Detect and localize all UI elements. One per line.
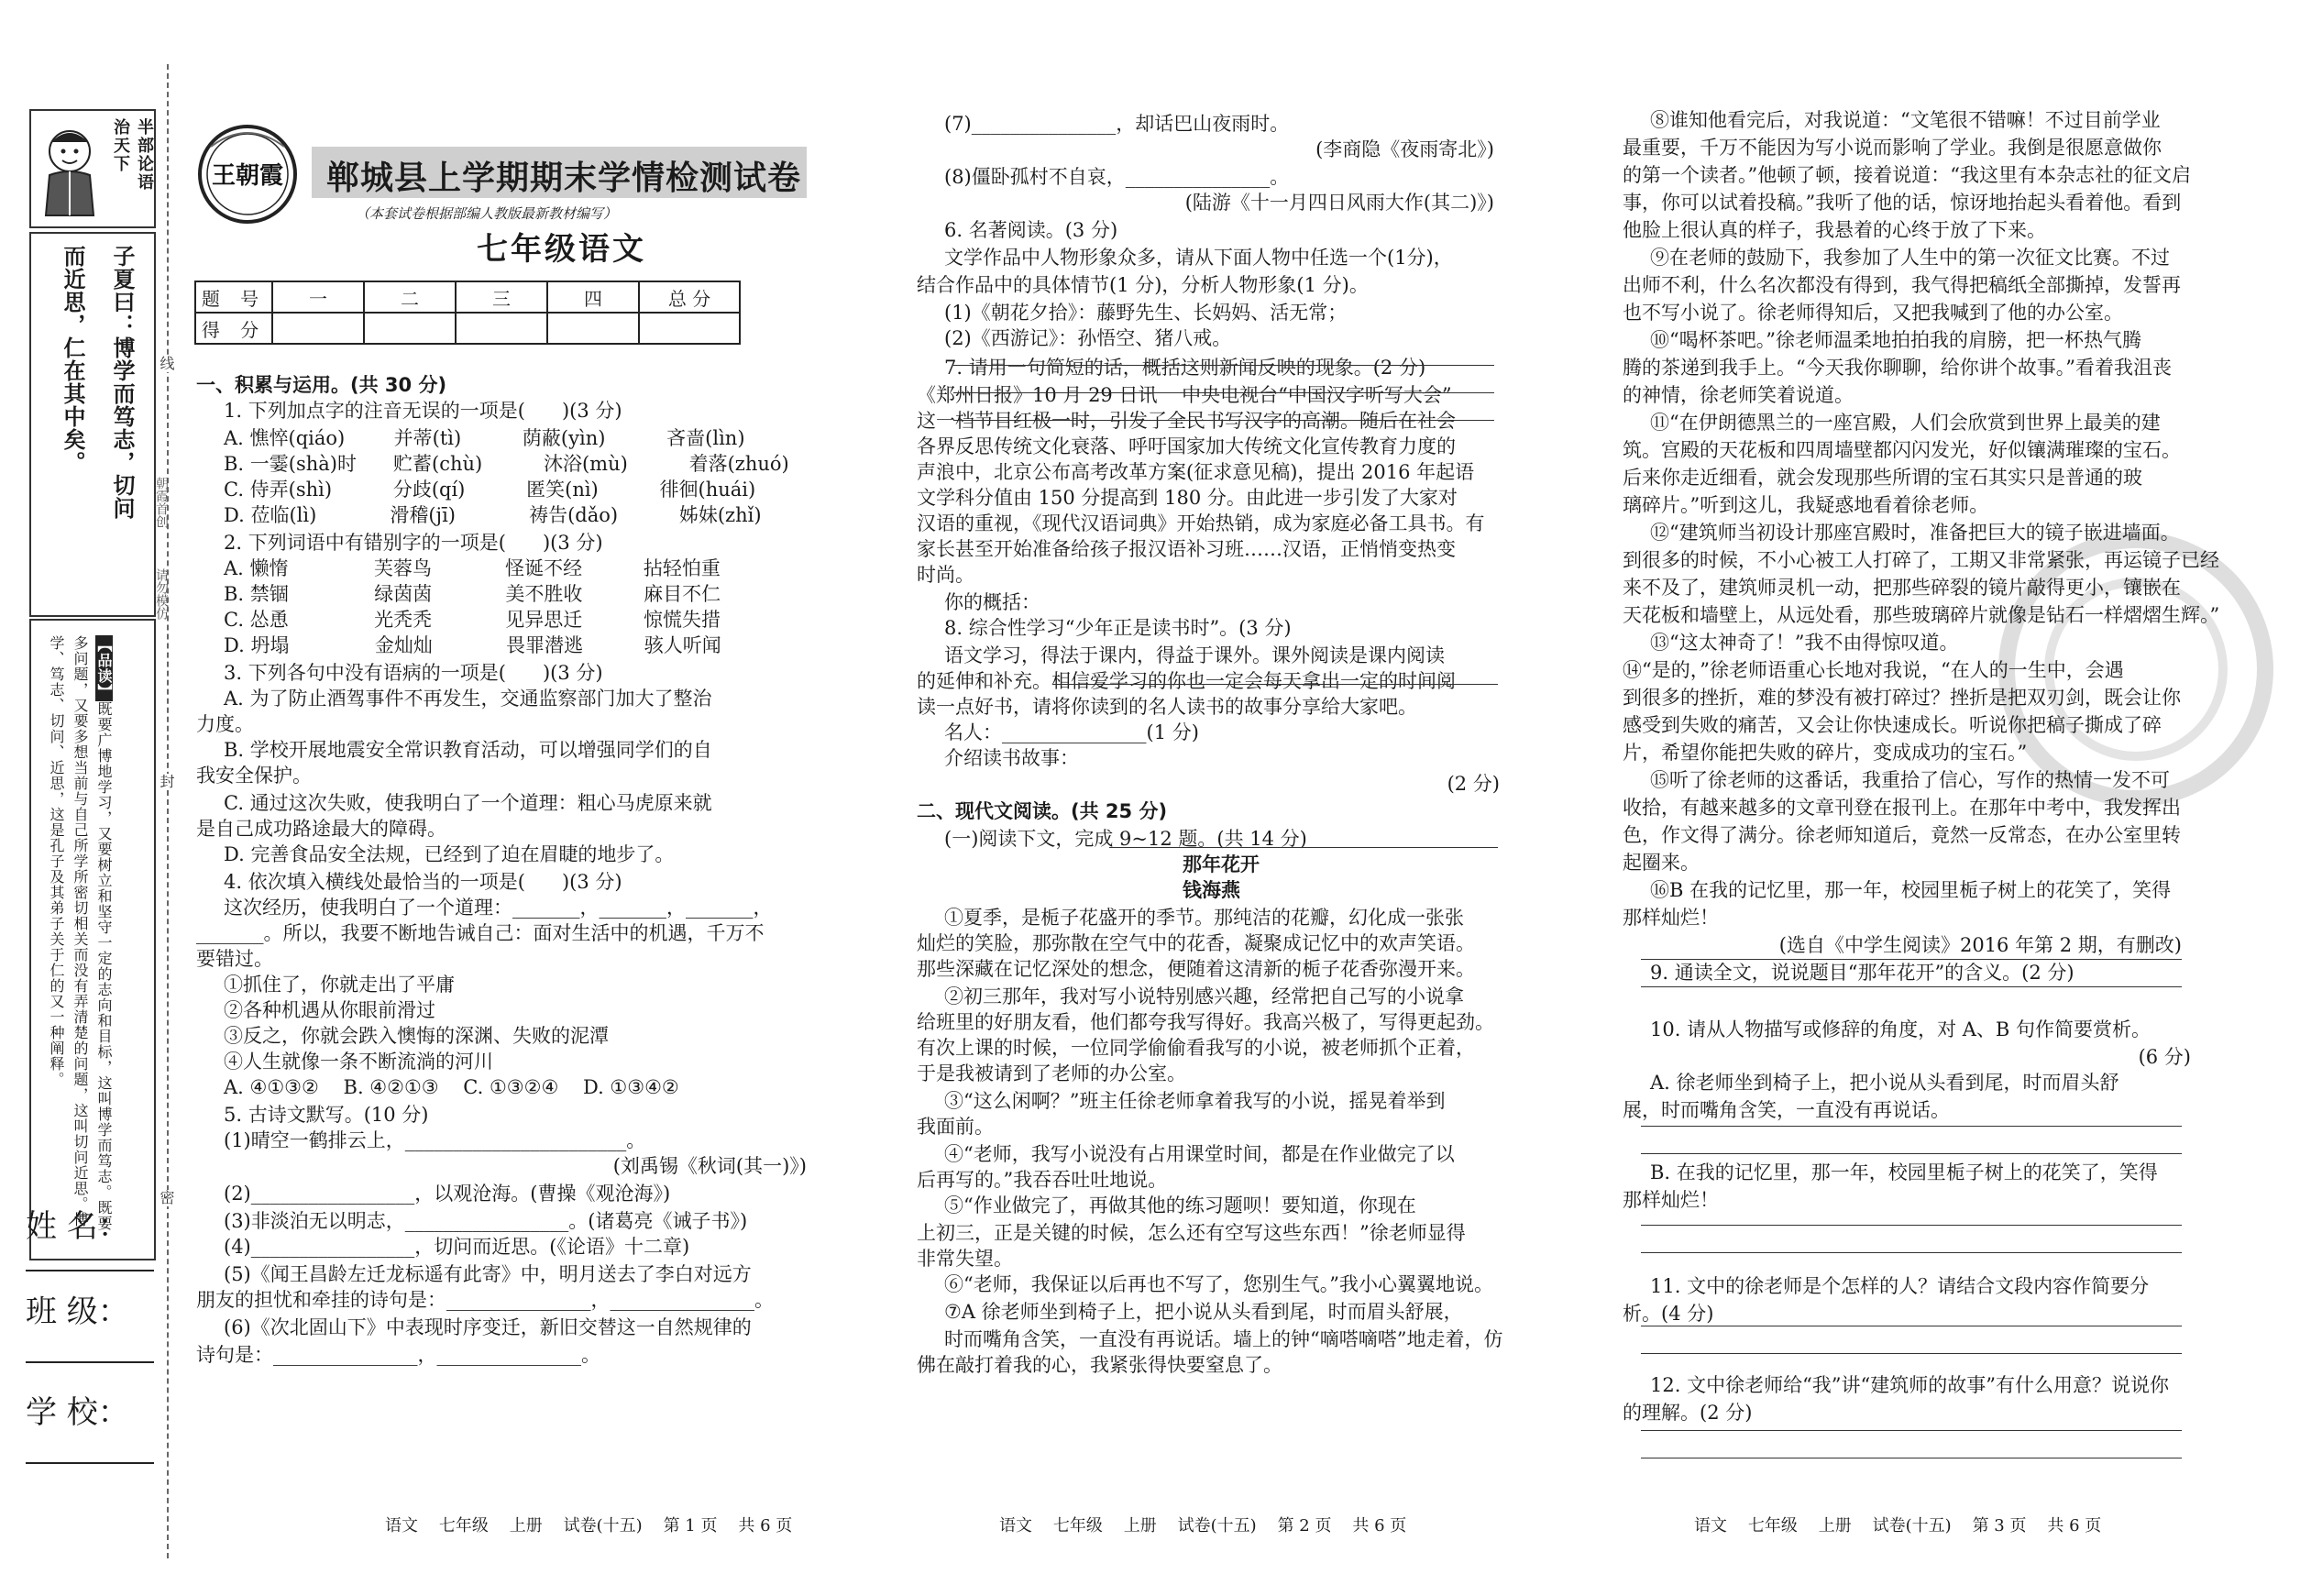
text-line: ①抓住了，你就走出了平庸 <box>224 974 455 996</box>
text-line: ④“老师，我写小说没有占用课堂时间，都是在作业做完了以 <box>944 1143 1455 1165</box>
text-line: 语文学习，得法于课内，得益于课外。课外阅读是课内阅读 <box>944 644 1445 666</box>
text-line: 最重要，千万不能因为写小说而影响了学业。我倒是很愿意做你 <box>1623 137 2162 159</box>
text-line: 你的概括： <box>944 591 1040 613</box>
cut-mark-xian: 线 <box>158 356 175 372</box>
text-line: (2 分) <box>1447 773 1500 795</box>
text-line: 1. 下列加点字的注音无误的一项是( )(3 分) <box>224 400 622 422</box>
exam-subject: 七年级语文 <box>477 231 646 268</box>
text-line: (1)晴空一鹤排云上，_______________________。 <box>224 1129 646 1151</box>
text-line: 片，希望你能把失败的碎片，变成成功的宝石。” <box>1623 742 2028 764</box>
answer-line[interactable] <box>953 392 1494 393</box>
text-line: 感受到失败的痛苦，又会让你快速成长。听说你把稿子撕成了碎 <box>1623 714 2162 736</box>
text-line: 出师不利，什么名次都没有得到，我气得把稿纸全部撕掉，发誓再 <box>1623 274 2181 296</box>
text-line: (1)《朝花夕拾》：藤野先生、长妈妈、活无常； <box>944 302 1348 324</box>
class-label: 班 级： <box>26 1293 129 1330</box>
pindu-box <box>29 619 156 1260</box>
text-line: 8. 综合性学习“少年正是读书时”。(3 分) <box>944 617 1292 639</box>
text-line: A. 徐老师坐到椅子上，把小说从头看到尾，时而眉头舒 <box>1650 1072 2119 1094</box>
text-line: 力度。 <box>196 713 254 735</box>
text-line: 各界反思传统文化衰落、呼吁国家加大传统文化宣传教育力度的 <box>917 435 1456 457</box>
text-line: (6)《次北固山下》中表现时序变迁，新旧交替这一自然规律的 <box>224 1316 752 1338</box>
text-line: (3)非淡泊无以明志，_________________。(诸葛亮《诫子书》) <box>224 1210 748 1232</box>
text-line: ⑯B 在我的记忆里，那一年，校园里栀子树上的花笑了，笑得 <box>1650 879 2172 901</box>
text-line: 析。(4 分) <box>1623 1303 1714 1325</box>
confucius-quote-box <box>29 232 156 617</box>
text-line: 给班里的好朋友看，他们都夸我写得好。我高兴极了，写得更起劲。 <box>917 1011 1494 1033</box>
text-line: C. 通过这次失败，使我明白了一个道理：粗心马虎原来就 <box>224 792 712 814</box>
text-line: 那样灿烂！ <box>1623 907 1719 929</box>
text-line: 名人：_______________(1 分) <box>944 721 1199 743</box>
text-line: 也不写小说了。徐老师得知后，又把我喊到了他的办公室。 <box>1623 302 2123 324</box>
text-line: (8)僵卧孤村不自哀，_______________。 <box>944 166 1290 188</box>
score-input-cell[interactable] <box>272 313 364 344</box>
text-line: 非常失望。 <box>917 1248 1013 1270</box>
text-line: 佛在敲打着我的心，我紧张得快要窒息了。 <box>917 1354 1282 1376</box>
binding-margin <box>26 105 154 1499</box>
text-line: A. 为了防止酒驾事件不再发生，交通监察部门加大了整治 <box>224 688 712 710</box>
text-line: 上初三，正是关键的时候，怎么还有空写这些东西！”徐老师显得 <box>917 1222 1466 1244</box>
text-line: 文学作品中人物形象众多，请从下面人物中任选一个(1分)， <box>944 247 1453 269</box>
page-footer-2: 语文 七年级 上册 试卷(十五) 第 2 页 共 6 页 <box>999 1516 1407 1535</box>
logo-text: 王朝霞 <box>211 162 284 190</box>
answer-line[interactable] <box>1641 1430 2182 1431</box>
cut-line <box>167 64 169 1558</box>
text-line: 这次经历，使我明白了一个道理：_______，_______，_______， <box>224 897 773 919</box>
text-line: B. 在我的记忆里，那一年，校园里栀子树上的花笑了，笑得 <box>1650 1161 2158 1183</box>
text-line: 天花板和墙壁上，从远处看，那些玻璃碎片就像是钻石一样熠熠生辉。” <box>1623 604 2220 626</box>
text-line: ②各种机遇从你眼前滑过 <box>224 999 435 1021</box>
text-line: 那年花开 <box>1183 853 1260 875</box>
score-input-cell[interactable] <box>456 313 547 344</box>
pindu-label: 【品读】 <box>95 637 113 699</box>
text-line: B. 禁锢 绿茵茵 美不胜收 麻目不仁 <box>224 583 721 605</box>
page-footer-3: 语文 七年级 上册 试卷(十五) 第 3 页 共 6 页 <box>1694 1516 2102 1535</box>
quote-line-2: 而近思，仁在其中矣。 <box>60 245 85 474</box>
exam-title: 郸城县上学期期末学情检测试卷 <box>326 160 802 197</box>
brand-note-2: 请勿模仿 <box>154 568 169 620</box>
text-line: A. ④①③② B. ④②①③ C. ①③②④ D. ①③④② <box>224 1076 679 1098</box>
text-line: D. 完善食品安全法规，已经到了迫在眉睫的地步了。 <box>224 843 675 865</box>
text-line: (6 分) <box>2138 1046 2191 1068</box>
text-line: ⑤“作业做完了，再做其他的练习题呗！要知道，你现在 <box>944 1194 1416 1216</box>
score-input-cell[interactable] <box>639 313 740 344</box>
text-line: (陆游《十一月四日风雨大作(其二)》) <box>1184 192 1494 214</box>
quote-line-1: 子夏曰：博学而笃志，切问 <box>109 245 135 520</box>
score-cell: 得 分 <box>195 313 272 344</box>
text-line: A. 憔悴(qiáo) 并蒂(tì) 荫蔽(yìn) 吝啬(lìn) <box>224 427 745 449</box>
score-table-header-row <box>195 281 740 313</box>
text-line: 到很多的挫折，难的梦没有被打碎过？挫折是把双刃剑，既会让你 <box>1623 687 2181 709</box>
text-line: 声浪中，北京公布高考改革方案(征求意见稿)，提出 2016 年起语 <box>917 461 1475 483</box>
text-line: (7)_______________，却话巴山夜雨时。 <box>944 113 1290 135</box>
text-line: ⑧谁知他看完后，对我说道：“文笔很不错嘛！不过目前学业 <box>1650 109 2161 131</box>
answer-line[interactable] <box>1641 1153 2182 1154</box>
answer-line[interactable] <box>953 365 1494 366</box>
text-line: 要错过。 <box>196 948 273 970</box>
text-line: ③反之，你就会跌入懊悔的深渊、失败的泥潭 <box>224 1025 609 1047</box>
text-line: 起圈来。 <box>1623 852 1700 874</box>
text-line: 展，时而嘴角含笑，一直没有再说话。 <box>1623 1099 1950 1121</box>
text-line: 色，作文得了满分。徐老师知道后，竟然一反常态，在办公室里转 <box>1623 824 2181 846</box>
text-line: ①夏季，是栀子花盛开的季节。那纯洁的花瓣，幻化成一张张 <box>944 907 1464 929</box>
text-line: (李商隐《夜雨寄北》) <box>1315 138 1494 160</box>
text-line: 收拾，有越来越多的文章刊登在报刊上。在那年中考中，我发挥出 <box>1623 797 2181 819</box>
text-line: 是自己成功路途最大的障碍。 <box>196 818 446 840</box>
answer-line[interactable] <box>1641 1225 2182 1226</box>
text-line: 介绍读书故事： <box>944 747 1079 769</box>
brand-note-1: 朝霞首创 <box>154 477 169 528</box>
text-line: 诗句是：_______________，_______________。 <box>196 1344 600 1366</box>
text-line: ②初三那年，我对写小说特别感兴趣，经常把自己写的小说拿 <box>944 985 1464 1007</box>
confucius-cartoon-icon <box>39 120 101 219</box>
pindu-text: 既要广博地学习，又要树立和坚守一定的志向和目标，这叫博学而笃志。既要多问题，又要多想当前与自己所学所密切相关而没有弄清楚的问题，这叫切问近思。博学、笃志、切问、近思，这是孔子及其弟子关于仁的又一种阐释。 <box>48 635 113 1231</box>
text-line: (4)_________________，切问而近思。(《论语》十二章) <box>224 1236 690 1258</box>
score-cell: 四 <box>547 281 639 313</box>
answer-line[interactable] <box>1641 1353 2182 1354</box>
text-line: 的神情，徐老师笑着说道。 <box>1623 384 1854 406</box>
text-line: 灿烂的笑脸，那弥散在空气中的花香，凝聚成记忆中的欢声笑语。 <box>917 932 1475 954</box>
text-line: (一)阅读下文，完成 9~12 题。(共 14 分) <box>944 828 1307 850</box>
text-line: 7. 请用一句简短的话，概括这则新闻反映的现象。(2 分) <box>944 357 1426 379</box>
text-line: 我面前。 <box>917 1116 994 1138</box>
page-footer-1: 语文 七年级 上册 试卷(十五) 第 1 页 共 6 页 <box>385 1516 793 1535</box>
pindu-content <box>44 635 116 1240</box>
answer-line[interactable] <box>953 420 1494 421</box>
text-line: 他脸上很认真的样子，我悬着的心终于放了下来。 <box>1623 219 2046 241</box>
text-line: ⑭“是的，”徐老师语重心长地对我说，“在人的一生中，会遇 <box>1623 659 2124 681</box>
answer-line[interactable] <box>1641 986 2182 987</box>
text-line: 二、现代文阅读。(共 25 分) <box>917 800 1168 822</box>
text-line: 于是我被请到了老师的办公室。 <box>917 1062 1186 1084</box>
text-line: 腾的茶递到我手上。“今天我你聊聊，给你讲个故事。”看着我沮丧 <box>1623 357 2172 379</box>
text-line: 汉语的重视，《现代汉语词典》开始热销，成为家庭必备工具书。有 <box>917 512 1485 534</box>
answer-line[interactable] <box>1641 1126 2182 1127</box>
text-line: (刘禹锡《秋词(其一)》) <box>612 1155 807 1177</box>
score-input-cell[interactable] <box>547 313 639 344</box>
text-line: 读一点好书，请将你读到的名人读书的故事分享给大家吧。 <box>917 696 1417 718</box>
text-line: 2. 下列词语中有错别字的一项是( )(3 分) <box>224 532 603 554</box>
name-input-line[interactable] <box>26 1270 154 1271</box>
text-line: D. 坍塌 金灿灿 畏罪潜逃 骇人听闻 <box>224 634 721 656</box>
score-cell: 三 <box>456 281 547 313</box>
score-cell: 总 分 <box>639 281 740 313</box>
text-line: 4. 依次填入横线处最恰当的一项是( )(3 分) <box>224 871 622 893</box>
text-line: ⑨在老师的鼓励下，我参加了人生中的第一次征文比赛。不过 <box>1650 247 2170 269</box>
text-line: 钱海燕 <box>1183 879 1240 901</box>
text-line: 6. 名著阅读。(3 分) <box>944 219 1118 241</box>
text-line: 时而嘴角含笑，一直没有再说话。墙上的钟“嘀嗒嘀嗒”地走着，仿 <box>944 1328 1503 1350</box>
text-line: 这一档节目红极一时，引发了全民书写汉字的高潮。随后在社会 <box>917 410 1456 432</box>
text-line: ⑪“在伊朗德黑兰的一座宫殿，人们会欣赏到世界上最美的建 <box>1650 412 2161 434</box>
text-line: ⑩“喝杯茶吧。”徐老师温柔地拍拍我的肩膀，把一杯热气腾 <box>1650 329 2141 351</box>
text-line: 的第一个读者。”他顿了顿，接着说道：“我这里有本杂志社的征文启 <box>1623 164 2191 186</box>
text-line: ③“这么闲啊？”班主任徐老师拿着我写的小说，摇晃着举到 <box>944 1090 1446 1112</box>
cut-mark-feng: 封 <box>158 774 175 790</box>
text-line: ④人生就像一条不断流淌的河川 <box>224 1051 493 1073</box>
score-cell: 二 <box>364 281 456 313</box>
brand-logo-icon <box>193 119 303 229</box>
school-label: 学 校： <box>26 1394 129 1431</box>
text-line: 朋友的担忧和牵挂的诗句是：_______________，_______________。 <box>196 1289 774 1311</box>
score-cell: 题 号 <box>195 281 272 313</box>
cut-mark-mi: 密 <box>158 1190 175 1206</box>
text-line: 5. 古诗文默写。(10 分) <box>224 1104 429 1126</box>
text-line: ⑫“建筑师当初设计那座宫殿时，准备把巨大的镜子嵌进墙面。 <box>1650 522 2180 544</box>
text-line: B. 一霎(shà)时 贮蓄(chù) 沐浴(mù) 着落(zhuó) <box>224 453 789 475</box>
text-line: 10. 请从人物描写或修辞的角度，对 A、B 句作简要赏析。 <box>1650 1018 2151 1040</box>
text-line: 有次上课的时候，一位同学偷偷看我写的小说，被老师抓个正着， <box>917 1037 1475 1059</box>
text-line: 结合作品中的具体情节(1 分)，分析人物形象(1 分)。 <box>917 274 1369 296</box>
answer-line[interactable] <box>1641 959 2182 960</box>
text-line: 9. 通读全文，说说题目“那年花开”的含义。(2 分) <box>1650 962 2074 984</box>
text-line: 后再写的。”我吞吞吐吐地说。 <box>917 1169 1168 1191</box>
text-line: ⑬“这太神奇了！”我不由得惊叹道。 <box>1650 632 1959 654</box>
text-line: 家长甚至开始准备给孩子报汉语补习班……汉语，正悄悄变热变 <box>917 538 1456 560</box>
text-line: B. 学校开展地震安全常识教育活动，可以增强同学们的自 <box>224 739 712 761</box>
text-line: (2)《西游记》：孙悟空、猪八戒。 <box>944 327 1232 349</box>
text-line: 《郑州日报》10 月 29 日讯 中央电视台“中国汉字听写大会” <box>917 384 1452 406</box>
text-line: 那些深藏在记忆深处的想念，便随着这清新的栀子花香弥漫开来。 <box>917 958 1475 980</box>
text-line: 我安全保护。 <box>196 765 312 787</box>
score-table <box>194 281 741 345</box>
text-line: (选自《中学生阅读》2016 年第 2 期，有删改) <box>1778 934 2182 956</box>
text-line: 事，你可以试着投稿。”我听了他的话，惊讶地抬起头看着他。看到 <box>1623 192 2182 214</box>
name-label: 姓 名： <box>26 1208 129 1245</box>
text-line: ⑦A 徐老师坐到椅子上，把小说从头看到尾，时而眉头舒展， <box>944 1301 1463 1323</box>
text-line: ⑮听了徐老师的这番话，我重拾了信心，写作的热情一发不可 <box>1650 769 2170 791</box>
text-line: 12. 文中徐老师给“我”讲“建筑师的故事”有什么用意？说说你 <box>1650 1374 2170 1396</box>
text-line: 时尚。 <box>917 564 974 586</box>
text-line: 3. 下列各句中没有语病的一项是( )(3 分) <box>224 662 603 684</box>
text-line: 一、积累与运用。(共 30 分) <box>196 374 447 396</box>
text-line: 筑。宫殿的天花板和四周墙壁都闪闪发光，好似镶满璀璨的宝石。 <box>1623 439 2181 461</box>
answer-line[interactable] <box>1052 684 1498 685</box>
text-line: 璃碎片。”听到这儿，我疑惑地看着徐老师。 <box>1623 494 1989 516</box>
motto-line-2: 治天下 <box>111 118 130 173</box>
text-line: 的延伸和补充。相信爱学习的你也一定会每天拿出一定的时间阅 <box>917 670 1456 692</box>
text-line: C. 怂恿 光秃秃 见异思迁 惊慌失措 <box>224 609 721 631</box>
answer-line[interactable] <box>1641 1252 2182 1253</box>
text-line: (5)《闻王昌龄左迁龙标遥有此寄》中，明月送去了李白对远方 <box>224 1263 752 1285</box>
score-cell: 一 <box>272 281 364 313</box>
school-input-line[interactable] <box>26 1462 154 1464</box>
text-line: 后来你走近细看，就会发现那些所谓的宝石其实只是普通的玻 <box>1623 467 2142 489</box>
text-line: ⑥“老师，我保证以后再也不写了，您别生气。”我小心翼翼地说。 <box>944 1273 1493 1295</box>
class-input-line[interactable] <box>26 1361 154 1363</box>
exam-note: （本套试卷根据部编人教版最新教材编写） <box>356 205 618 222</box>
text-line: D. 莅临(lì) 滑稽(jī) 祷告(dǎo) 姊妹(zhǐ) <box>224 504 762 526</box>
score-input-cell[interactable] <box>364 313 456 344</box>
text-line: C. 侍弄(shì) 分歧(qí) 匿笑(nì) 徘徊(huái) <box>224 479 756 501</box>
text-line: 文学科分值由 150 分提高到 180 分。由此进一步引发了大家对 <box>917 487 1458 509</box>
text-line: 来不及了，建筑师灵机一动，把那些碎裂的镜片敲得更小，镶嵌在 <box>1623 577 2181 599</box>
motto-box <box>29 109 156 228</box>
answer-line[interactable] <box>1109 847 1498 848</box>
text-line: A. 懒惰 芙蓉鸟 怪诞不经 拈轻怕重 <box>224 557 721 579</box>
text-line: 那样灿烂！ <box>1623 1189 1719 1211</box>
score-table-score-row <box>195 313 740 344</box>
text-line: _______。所以，我要不断地告诫自己：面对生活中的机遇，千万不 <box>196 922 765 944</box>
text-line: 11. 文中的徐老师是个怎样的人？请结合文段内容作简要分 <box>1650 1275 2150 1297</box>
text-line: (2)_________________，以观沧海。(曹操《观沧海》) <box>224 1183 671 1205</box>
text-line: 到很多的时候，不小心被工人打碎了，工期又非常紧张，再运镜子已经 <box>1623 549 2219 571</box>
motto-line-1: 半部论语 <box>135 118 154 192</box>
text-line: 的理解。(2 分) <box>1623 1402 1753 1424</box>
